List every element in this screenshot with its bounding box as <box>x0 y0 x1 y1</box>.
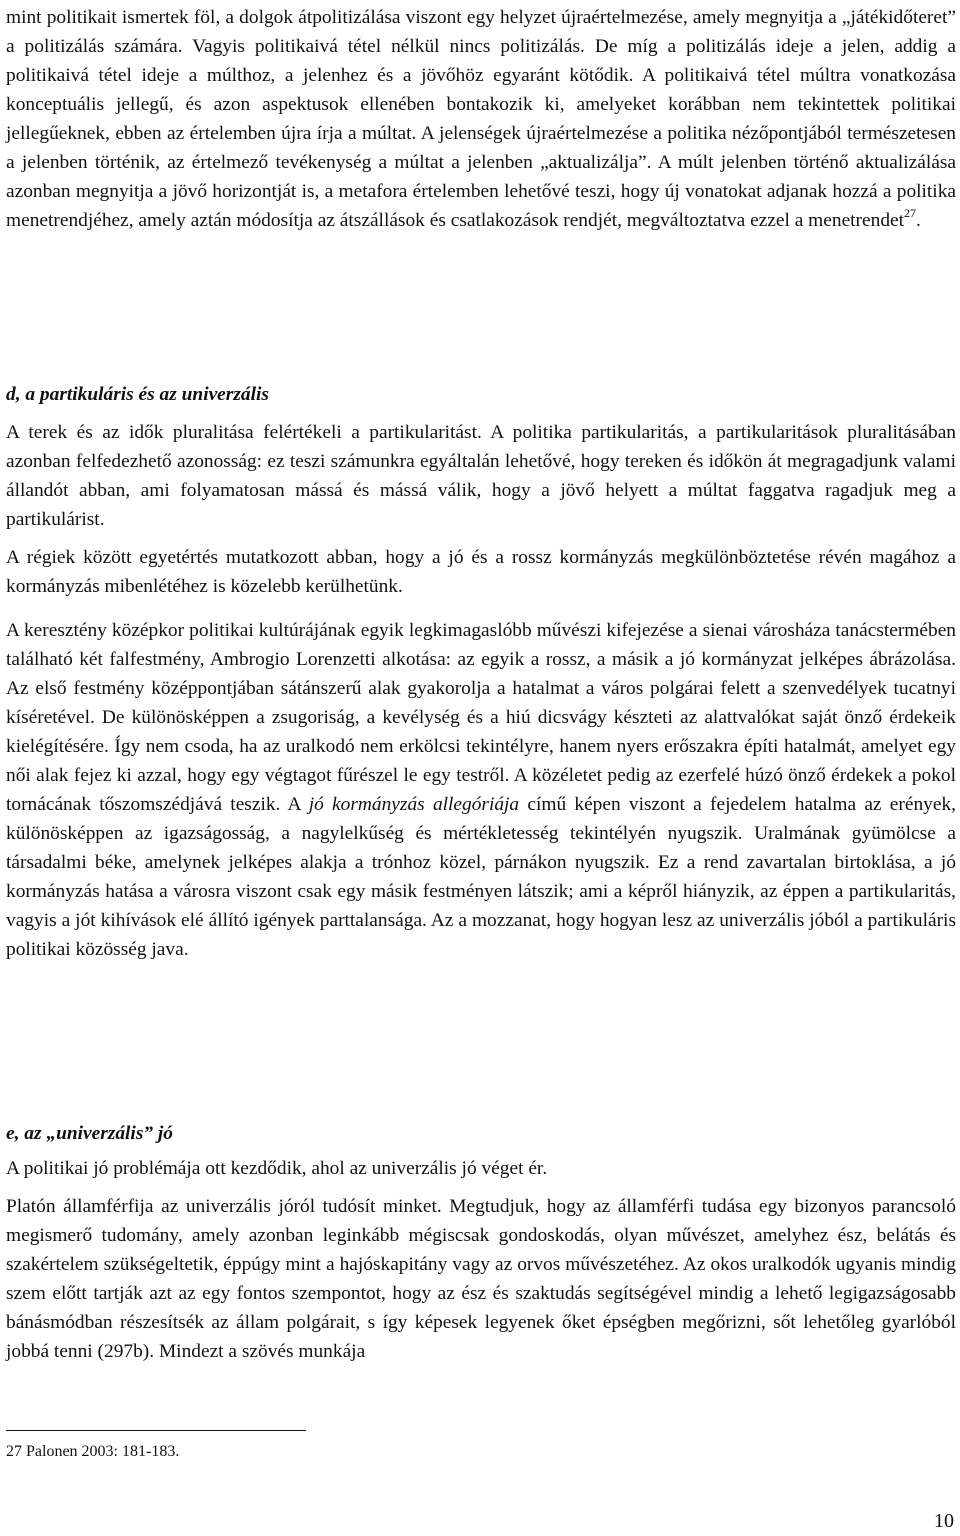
section-heading-d: d, a partikuláris és az univerzális <box>6 384 269 405</box>
paragraph-text: mint politikait ismertek föl, a dolgok átpolitizálása viszont egy helyzet újraértelmezése, amely megnyitja a „játékidőteret” a politizálás számára. Vagyis politikaivá tétel nélkül nincs politizálás. De míg a politizálás ideje a jelen, addig a politikaivá tétel ideje a múlthoz, a jelenhez és a jövőhöz egyaránt kötődik. A politikaivá tétel múltra vonatkozása konceptuális jellegű, és azon aspektusok ellenében bontakozik ki, amelyeket korábban nem tekintettek politikai jellegűeknek, ebben az értelemben újra írja a múltat. A jelenségek újraértelmezése a politika nézőpontjából természetesen a jelenben történik, az értelmező tevékenység a múltat a jelenben „aktualizálja”. A múlt jelenben történő aktualizálása azonban megnyitja a jövő horizontját is, a metafora értelemben lehetővé teszi, hogy új vonatokat adjanak hozzá a politika menetrendjéhez, amely aztán módosítja az átszállások és csatlakozások rendjét, megváltoztatva ezzel a menetrendet <box>6 7 956 231</box>
section-heading-e: e, az „univerzális” jó <box>6 1123 173 1144</box>
page-number: 10 <box>934 1510 954 1532</box>
footnote-divider <box>6 1430 306 1431</box>
footnote: 27 Palonen 2003: 181-183. <box>6 1443 180 1460</box>
paragraph-lorenzetti <box>6 616 956 964</box>
paragraph-text: A keresztény középkor politikai kultúrájának egyik legkimagaslóbb művészi kifejezése a sienai városháza tanácstermében található két falfestmény, Ambrogio Lorenzetti alkotása: az egyik a rossz, a másik a jó kormányzat jelképes ábrázolása. Az első festmény középpontjában sátánszerű alak gyakorolja a hatalmat a város polgárai felett a szenvedélyek tucatnyi kíséretével. De különösképpen a zsugoriság, a kevélység és a hiú dicsvágy készteti az alattvalókat saját önző érdekeik kielégítésére. Így nem csoda, ha az uralkodó nem erkölcsi tekintélyre, hanem nyers erőszakra építi hatalmát, amelyet egy női alak fejez ki azzal, hogy egy végtagot fűrészel le egy testről. A közéletet pedig az ezerfelé húzó önző érdekek a pokol tornácának tőszomszédjává teszik. A <box>6 620 956 815</box>
footnote-reference[interactable]: 27 <box>904 206 917 220</box>
paragraph-plato: Platón államférfija az univerzális jóról tudósít minket. Megtudjuk, hogy az államférfi tudása egy bizonyos parancsoló megismerő tudomány, amely azonban leginkább mégiscsak gondoskodás, olyan művészet, amelyhez ész, belátás és szakértelem szükségeltetik, éppúgy mint a hajóskapitány vagy az orvos művészetéhez. Az okos uralkodók ugyanis mindig szem előtt tartják azt az egy fontos szempontot, hogy az ész és szaktudás segítségével mindig a lehető legigazságosabb bánásmódban részesítsék az állam polgárait, s így képesek legyenek őket épségben megőrizni, sőt lehetőleg gyarlóból jobbá tenni (297b). Mindezt a szövés munkája <box>6 1196 956 1362</box>
paragraph-end: . <box>916 210 921 231</box>
paragraph-political-good: A politikai jó problémája ott kezdődik, ahol az univerzális jó véget ér. <box>6 1158 548 1179</box>
paragraph-text-continued: című képen viszont a fejedelem hatalma az erények, különösképpen az igazságosság, a nagylelkűség és mértékletesség tekintélyén nyugszik. Uralmának gyümölcse a társadalmi béke, amelynek jelképes alakja a trónhoz közel, párnákon nyugszik. Ez a rend zavartalan birtoklása, a jó kormányzás hatása a városra viszont csak egy másik festményen látszik; ami a képről hiányzik, az éppen a partikularitás, vagyis a jót kihívások elé állító igények parttalansága. Az a mozzanat, hogy hogyan lesz az univerzális jóból a partikuláris politikai közösség java. <box>6 794 956 960</box>
paragraph-agreement: A régiek között egyetértés mutatkozott abban, hogy a jó és a rossz kormányzás megkülönböztetése révén magához a kormányzás mibenlétéhez is közelebb kerülhetünk. <box>6 547 956 597</box>
paragraph-particularity: A terek és az idők pluralitása felértékeli a partikularitást. A politika partikularitás, a partikularitások pluralitásában azonban felfedezhető azonosság: ez teszi számunkra egyáltalán lehetővé, hogy tereken és időkön át megragadjunk valami állandót abban, ami folyamatosan mássá és mássá válik, hogy a jövő helyett a múltat faggatva ragadjuk meg a partikulárist. <box>6 422 956 530</box>
artwork-title: jó kormányzás allegóriája <box>308 794 520 815</box>
paragraph-politicization <box>6 3 956 235</box>
